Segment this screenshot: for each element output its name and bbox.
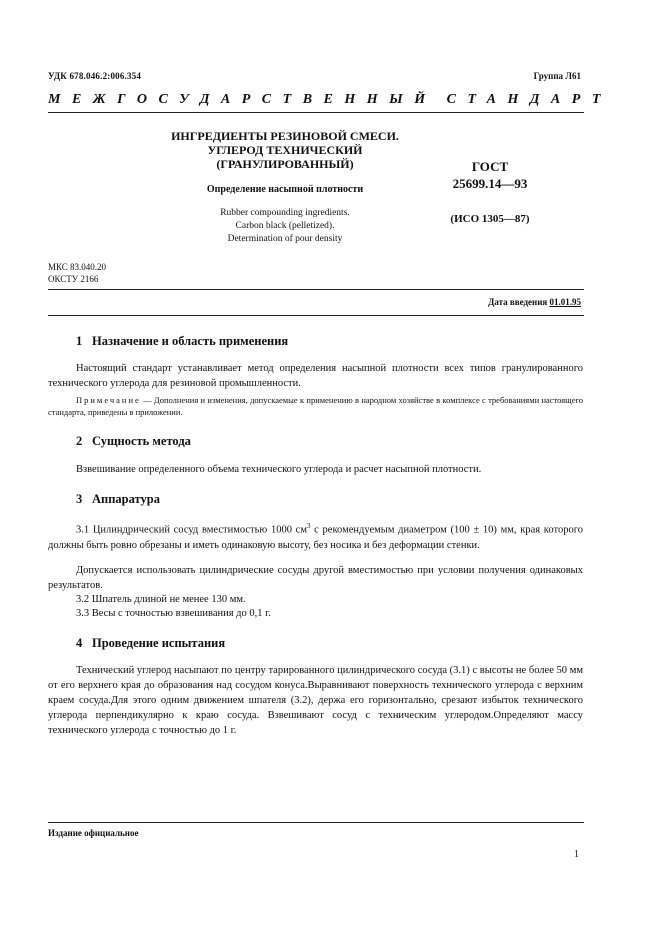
okstu-code: ОКСТУ 2166 <box>48 274 99 284</box>
standard-banner <box>48 92 612 108</box>
english-title-line-3: Determination of pour density <box>227 234 343 244</box>
section-1-paragraph <box>48 361 583 391</box>
item-3-2-text: 3.2 Шпатель длиной не менее 130 мм. <box>76 594 246 605</box>
section-3-number: 3 <box>76 492 83 506</box>
section-3-item-3-1 <box>48 519 583 553</box>
date-value: 01.01.95 <box>549 297 581 307</box>
date-rule <box>48 315 584 316</box>
section-4-number: 4 <box>76 636 83 650</box>
section-2-text: Взвешивание определенного объема технического углерода и расчет насыпной плотности. <box>76 464 482 475</box>
item-3-1-text-a: 3.1 Цилиндрический сосуд вместимостью 1000 см <box>76 524 307 536</box>
gost-number: 25699.14—93 <box>452 176 528 191</box>
footer-rule <box>48 822 584 823</box>
banner-right: СТАНДАРТ <box>446 92 612 107</box>
mks-code: МКС 83.040.20 <box>48 262 107 272</box>
item-3-1-superscript: 3 <box>306 522 311 530</box>
section-1-number: 1 <box>76 334 83 348</box>
section-2-heading <box>76 434 191 449</box>
gost-label: ГОСТ <box>471 159 509 174</box>
title-line-2: УГЛЕРОД ТЕХНИЧЕСКИЙ <box>207 143 363 157</box>
note-text: — Дополнения и изменения, допускаемые к применению в народном хозяйстве в комплексе с требованиями настоящего стандарта, приведены в приложении. <box>48 395 583 417</box>
udk-code: УДК 678.046.2:006.354 <box>48 71 142 81</box>
group-code: Группа Л61 <box>533 71 581 81</box>
note-label: Примечание <box>76 395 141 405</box>
section-4-title: Проведение испытания <box>92 636 226 650</box>
banner-rule <box>48 112 584 113</box>
section-4-heading <box>76 636 225 651</box>
english-title-line-1: Rubber compounding ingredients. <box>220 208 350 218</box>
section-1-text: Настоящий стандарт устанавливает метод определения насыпной плотности всех типов гранулированного технического углерода для резиновой промышленности. <box>48 363 583 389</box>
date-label: Дата введения <box>488 297 548 307</box>
banner-left: МЕЖГОСУДАРСТВЕННЫЙ <box>48 92 437 107</box>
section-1-title: Назначение и область применения <box>92 334 289 348</box>
section-1-heading <box>76 334 288 349</box>
effective-date <box>488 297 581 307</box>
section-3-item-3-2 <box>48 592 583 607</box>
section-2-title: Сущность метода <box>92 434 191 448</box>
title-line-1: ИНГРЕДИЕНТЫ РЕЗИНОВОЙ СМЕСИ. <box>171 129 399 143</box>
item-3-3-text: 3.3 Весы с точностью взвешивания до 0,1 г. <box>76 608 271 619</box>
classification-codes <box>48 261 106 285</box>
section-3-text-2: Допускается использовать цилиндрические сосуды другой вместимостью при условии получения одинаковых результатов. <box>48 565 583 591</box>
section-1-note <box>48 394 583 418</box>
page-number: 1 <box>574 849 579 860</box>
codes-rule <box>48 289 584 290</box>
section-3-paragraph-2 <box>48 563 583 593</box>
title-block <box>100 129 470 246</box>
section-3-heading <box>76 492 160 507</box>
section-4-text: Технический углерод насыпают по центру тарированного цилиндрического сосуда (3.1) с высоты не более 50 мм от его верхнего края до образования над сосудом конуса.Выравнивают поверхность технического углерода с верхним краем сосуда.Для этого одним движением шпателя (3.2), держа его горизонтально, срезают избыток технического углерода перпендикулярно к краю сосуда. Взвешивают сосуд с техническим углеродом.Определяют массу технического углерода с точностью до 1 г. <box>48 665 583 736</box>
item-3-1-text-b: с рекомендуемым диаметром (100 ± 10) мм, края которого должны быть ровно обрезаны и иметь одинаковую высоту, без носика и без деформации стенки. <box>48 524 583 551</box>
title-line-3: (ГРАНУЛИРОВАННЫЙ) <box>216 157 354 171</box>
iso-reference: (ИСО 1305—87) <box>450 213 530 225</box>
edition-label: Издание официальное <box>48 828 139 838</box>
section-2-number: 2 <box>76 434 83 448</box>
english-title-line-2: Carbon black (pelletized). <box>235 221 335 231</box>
section-3-title: Аппаратура <box>92 492 160 506</box>
english-title <box>100 207 470 246</box>
subtitle: Определение насыпной плотности <box>206 184 364 195</box>
section-3-item-3-3 <box>48 606 583 621</box>
gost-block <box>420 158 560 225</box>
section-2-paragraph <box>48 462 583 477</box>
section-4-paragraph <box>48 663 583 738</box>
